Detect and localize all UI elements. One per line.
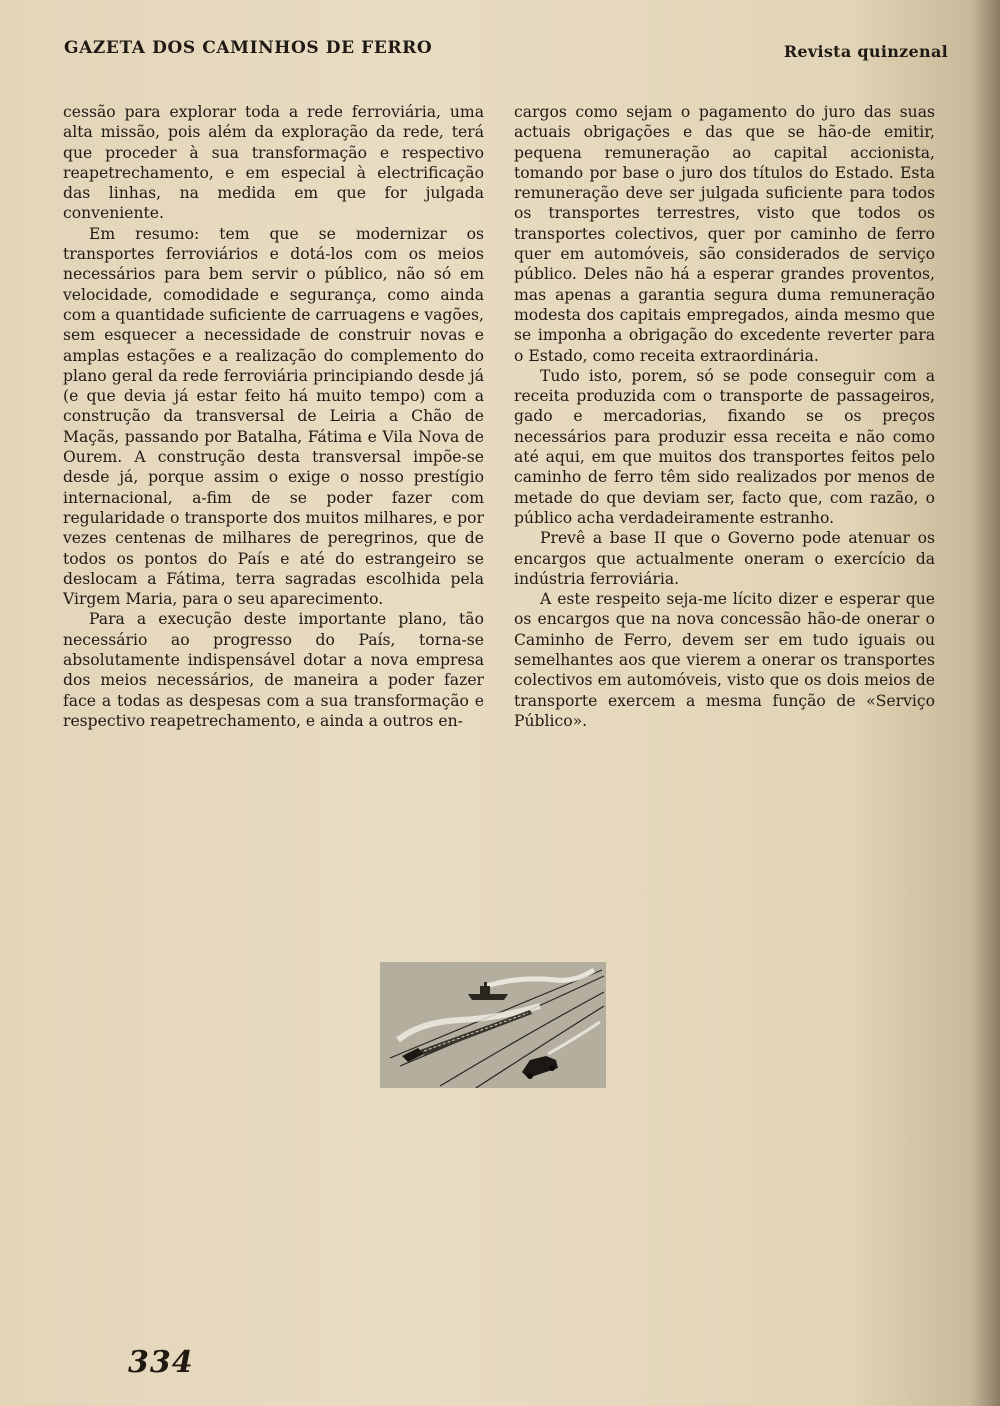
paragraph: cessão para explorar toda a rede ferroviária, uma alta missão, pois além da exploração da rede, terá que proceder à sua transformação e respectivo reapetrechamento, e em especial à electrificação das linhas, na medida em que for julgada conveniente. bbox=[63, 103, 484, 223]
paragraph: Em resumo: tem que se modernizar os transportes ferroviários e dotá-los com os meios necessários para bem servir o público, não só em velocidade, comodidade e segurança, como ainda com a quantidade suficiente de carruagens e vagões, sem esquecer a necessidade de construir novas e amplas estações e a realização do complemento do plano geral da rede ferroviária principiando desde já (e que devia já estar feito há muito tempo) com a construção da transversal de Leiria a Chão de Maçãs, passando por Batalha, Fátima e Vila Nova de Ourem. A construção desta transversal impõe-se desde já, porque assim o exige o nosso prestígio internacional, a-fim de se poder fazer com regularidade o transporte dos muitos milhares, e por vezes centenas de milhares de peregrinos, que de todos os pontos do País e até do estrangeiro se deslocam a Fátima, terra sagradas escolhida pela Virgem Maria, para o seu aparecimento. bbox=[63, 224, 484, 609]
running-header bbox=[64, 38, 948, 68]
transport-illustration-svg bbox=[380, 962, 606, 1088]
paragraph: A este respeito seja-me lícito dizer e esperar que os encargos que na nova concessão hão-de onerar o Caminho de Ferro, devem ser em tudo iguais ou semelhantes aos que vierem a onerar os transportes colectivos em automóveis, visto que os dois meios de transporte exercem a mesma função de «Serviço Público». bbox=[514, 590, 935, 730]
paragraph: Tudo isto, porem, só se pode conseguir com a receita produzida com o transporte de passageiros, gado e mercadorias, fixando se os preços necessários para produzir essa receita e não como até aqui, em que muitos dos transportes feitos pelo caminho de ferro têm sido realizados por menos de metade do que deviam ser, facto que, com razão, o público acha verdadeiramente estranho. bbox=[514, 366, 935, 527]
page-number: 334 bbox=[128, 1345, 194, 1380]
paragraph: Para a execução deste importante plano, tão necessário ao progresso do País, torna-se absolutamente indispensável dotar a nova empresa dos meios necessários, de maneira a poder fazer face a todas as despesas com a sua transformação e respectivo reapetrechamento, e ainda a outros en- bbox=[63, 610, 484, 730]
text-column-right bbox=[514, 102, 935, 731]
text-column-left bbox=[63, 102, 484, 731]
publication-subtitle: Revista quinzenal bbox=[783, 42, 948, 61]
publication-title: GAZETA DOS CAMINHOS DE FERRO bbox=[64, 38, 433, 58]
transport-illustration bbox=[380, 962, 606, 1088]
paragraph: Prevê a base II que o Governo pode atenuar os encargos que actualmente oneram o exercício da indústria ferroviária. bbox=[514, 529, 935, 588]
paragraph: cargos como sejam o pagamento do juro das suas actuais obrigações e das que se hão-de emitir, pequena remuneração ao capital accionista, tomando por base o juro dos títulos do Estado. Esta remuneração deve ser julgada suficiente para todos os transportes terrestres, visto que todos os transportes colectivos, quer por caminho de ferro quer em automóveis, são considerados de serviço público. Deles não há a esperar grandes proventos, mas apenas a garantia segura duma remuneração modesta dos capitais empregados, ainda mesmo que se imponha a obrigação do excedente reverter para o Estado, como receita extraordinária. bbox=[514, 103, 935, 365]
